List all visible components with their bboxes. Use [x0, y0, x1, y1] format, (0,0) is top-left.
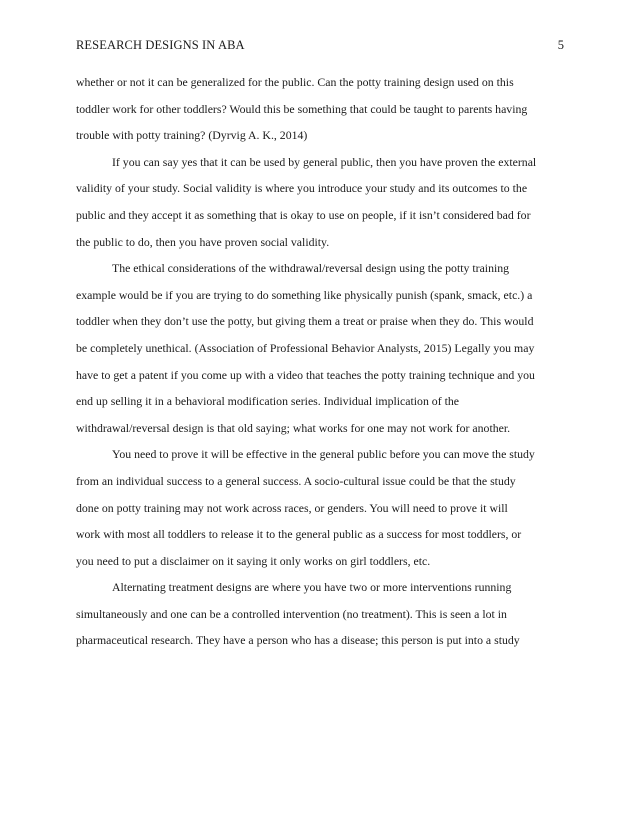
- text-line: the public to do, then you have proven social validity.: [76, 234, 330, 249]
- paragraph: [76, 72, 566, 152]
- paragraph: [76, 577, 566, 657]
- text-line: toddler when they don’t use the potty, but giving them a treat or praise when they do. This would: [76, 314, 534, 329]
- page-number: 5: [557, 38, 564, 52]
- paragraph: [76, 152, 566, 258]
- text-line: toddler work for other toddlers? Would this be something that could be taught to parents having: [76, 101, 528, 116]
- text-line: pharmaceutical research. They have a person who has a disease; this person is put into a study: [76, 633, 520, 648]
- text-line: validity of your study. Social validity is where you introduce your study and its outcomes to the: [76, 181, 528, 196]
- text-line: you need to put a disclaimer on it saying it only works on girl toddlers, etc.: [76, 553, 431, 568]
- text-line: example would be if you are trying to do something like physically punish (spank, smack, etc.) a: [76, 287, 533, 302]
- text-line: If you can say yes that it can be used by general public, then you have proven the external: [112, 154, 537, 169]
- text-line: end up selling it in a behavioral modification series. Individual implication of the: [76, 394, 459, 409]
- text-line: You need to prove it will be effective in the general public before you can move the study: [112, 447, 535, 462]
- paragraph: [76, 258, 566, 444]
- text-line: from an individual success to a general success. A socio-cultural issue could be that the study: [76, 473, 516, 488]
- text-line: whether or not it can be generalized for the public. Can the potty training design used on this: [76, 75, 514, 89]
- text-line: be completely unethical. (Association of Professional Behavior Analysts, 2015) Legally you may: [76, 340, 535, 355]
- text-line: work with most all toddlers to release it to the general public as a success for most toddlers, or: [76, 527, 522, 542]
- text-line: public and they accept it as something that is okay to use on people, if it isn’t considered bad for: [76, 207, 531, 222]
- text-line: withdrawal/reversal design is that old saying; what works for one may not work for another.: [76, 420, 511, 435]
- paragraph: [76, 444, 566, 577]
- text-line: trouble with potty training? (Dyrvig A. K., 2014): [76, 128, 308, 143]
- text-line: Alternating treatment designs are where you have two or more interventions running: [112, 580, 512, 595]
- text-line: done on potty training may not work across races, or genders. You will need to prove it will: [76, 500, 508, 515]
- text-line: have to get a patent if you come up with a video that teaches the potty training technique and you: [76, 367, 535, 382]
- text-line: simultaneously and one can be a controlled intervention (no treatment). This is seen a lot in: [76, 606, 507, 621]
- body-text: [76, 72, 566, 657]
- page-header: [76, 36, 564, 54]
- running-head: RESEARCH DESIGNS IN ABA: [76, 38, 245, 52]
- text-line: The ethical considerations of the withdrawal/reversal design using the potty training: [112, 261, 510, 276]
